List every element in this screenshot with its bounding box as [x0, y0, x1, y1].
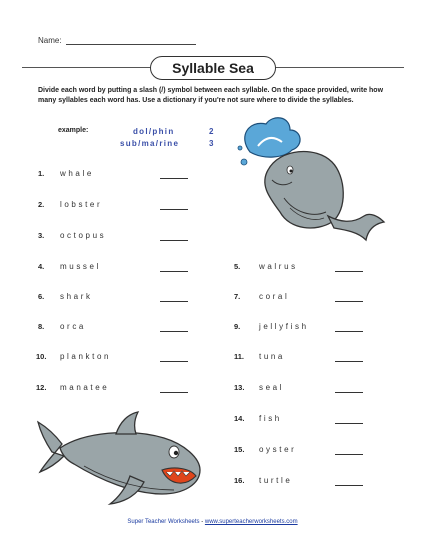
item-word: fish — [259, 414, 282, 423]
example-count-1: 2 — [209, 127, 214, 136]
item-number: 9. — [234, 322, 241, 331]
item-word: jellyfish — [259, 322, 309, 331]
item-word: plankton — [60, 352, 112, 361]
footer — [0, 519, 425, 525]
item-number: 6. — [38, 292, 45, 301]
item-word: turtle — [259, 476, 293, 485]
answer-blank[interactable] — [160, 392, 188, 393]
item-word: lobster — [60, 200, 103, 209]
item-word: mussel — [60, 262, 101, 271]
answer-blank[interactable] — [160, 361, 188, 362]
item-number: 7. — [234, 292, 241, 301]
item-number: 3. — [38, 231, 45, 240]
answer-blank[interactable] — [335, 361, 363, 362]
item-word: orca — [60, 322, 86, 331]
answer-blank[interactable] — [160, 331, 188, 332]
item-number: 2. — [38, 200, 45, 209]
answer-blank[interactable] — [335, 271, 363, 272]
whale-illustration — [228, 112, 398, 247]
item-number: 1. — [38, 169, 45, 178]
item-number: 8. — [38, 322, 45, 331]
name-label: Name: — [38, 36, 62, 45]
answer-blank[interactable] — [160, 271, 188, 272]
example-word-2: sub/ma/rine — [120, 139, 180, 148]
item-word: tuna — [259, 352, 285, 361]
item-word: shark — [60, 292, 93, 301]
footer-separator: - — [201, 519, 204, 525]
item-word: walrus — [259, 262, 298, 271]
item-number: 13. — [234, 383, 245, 392]
answer-blank[interactable] — [160, 301, 188, 302]
answer-blank[interactable] — [335, 454, 363, 455]
item-number: 5. — [234, 262, 241, 271]
example-label: example: — [58, 127, 89, 134]
item-number: 14. — [234, 414, 245, 423]
item-number: 16. — [234, 476, 245, 485]
name-line[interactable] — [66, 44, 196, 45]
answer-blank[interactable] — [335, 423, 363, 424]
instructions-text: Divide each word by putting a slash (/) symbol between each syllable. On the space provided, write how many syllables each word has. Use a dictionary if you're not sure where to divide the syllables. — [38, 87, 384, 104]
item-word: oyster — [259, 445, 297, 454]
answer-blank[interactable] — [160, 178, 188, 179]
page-title: Syllable Sea — [150, 56, 276, 80]
item-word: manatee — [60, 383, 110, 392]
item-number: 4. — [38, 262, 45, 271]
footer-site-link[interactable]: www.superteacherworksheets.com — [204, 519, 298, 525]
answer-blank[interactable] — [160, 240, 188, 241]
example-word-1: dol/phin — [133, 127, 175, 136]
answer-blank[interactable] — [160, 209, 188, 210]
item-number: 12. — [36, 383, 47, 392]
item-word: octopus — [60, 231, 107, 240]
answer-blank[interactable] — [335, 392, 363, 393]
shark-illustration — [34, 410, 214, 510]
item-word: seal — [259, 383, 285, 392]
answer-blank[interactable] — [335, 301, 363, 302]
answer-blank[interactable] — [335, 485, 363, 486]
item-word: coral — [259, 292, 290, 301]
item-number: 11. — [234, 352, 245, 361]
item-word: whale — [60, 169, 94, 178]
footer-brand: Super Teacher Worksheets — [127, 519, 200, 525]
item-number: 10. — [36, 352, 47, 361]
example-count-2: 3 — [209, 139, 214, 148]
answer-blank[interactable] — [335, 331, 363, 332]
item-number: 15. — [234, 445, 245, 454]
